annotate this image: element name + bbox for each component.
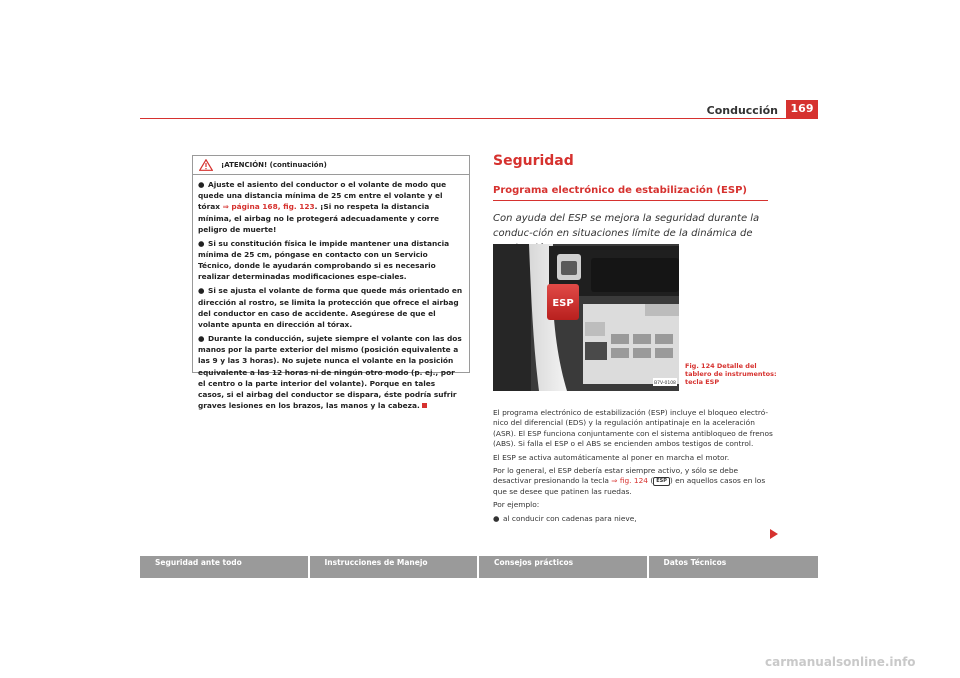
warning-box <box>192 155 470 411</box>
bullet-dot-icon: ● <box>198 286 205 296</box>
page-number: 169 <box>786 100 818 118</box>
figure-caption: Fig. 124 Detalle del tablero de instrumentos: tecla ESP <box>685 362 777 386</box>
warning-body <box>193 175 469 411</box>
figure-code: B7V-0108 <box>654 381 676 386</box>
body-paragraph: El programa electrónico de estabilización (ESP) incluye el bloqueo electró-nico del diferencial (EDS) y la regulación antipatinaje en la aceleración (ASR). El ESP funciona conjuntamente con el sistema antibloqueo de frenos (ABS). Si falla el ESP o el ABS se encienden ambos testigos de control. <box>493 408 773 449</box>
warning-header <box>193 156 469 175</box>
footer-tab-operating-instructions[interactable]: Instrucciones de Manejo <box>310 556 478 578</box>
section-intro: Con ayuda del ESP se mejora la seguridad durante la conduc-ción en situaciones límite de la dinámica de <box>493 213 760 239</box>
dashboard-illustration <box>493 244 679 391</box>
body-paragraph: Por lo general, el ESP debería estar siempre activo, y sólo se debe desactivar presionando la tecla ⇒ fig. 124 ( ESP ) en aquellos casos en los que se desee que patinen las ruedas. <box>493 466 766 496</box>
esp-button-label: ESP <box>552 298 574 309</box>
next-page-arrow-icon[interactable] <box>770 529 778 539</box>
page-header-title: Conducción <box>706 104 778 117</box>
figure-reference-link[interactable]: ⇒ fig. 124 <box>611 476 648 486</box>
footer-tab-safety[interactable]: Seguridad ante todo <box>140 556 308 578</box>
warning-title: ¡ATENCIÓN! (continuación) <box>221 161 327 169</box>
body-paragraph: El ESP se activa automáticamente al poner en marcha el motor. <box>493 452 730 462</box>
body-paragraph: Por ejemplo: <box>493 500 540 510</box>
warning-bullet: ● Si su constitución física le impide mantener una distancia mínima de 25 cm, póngase en contacto con un Servicio Técnico, donde le ayudarán comprobando si es necesario realizar determinadas modificaciones espe-ciales. <box>198 238 450 282</box>
header-rule <box>140 118 818 119</box>
body-bullet: ● al conducir con cadenas para nieve, <box>493 513 637 523</box>
footer-tab-practical-tips[interactable]: Consejos prácticos <box>479 556 647 578</box>
warning-triangle-icon <box>199 159 213 171</box>
footer-nav <box>140 556 818 578</box>
bullet-dot-icon: ● <box>198 180 205 189</box>
bullet-dot-icon: ● <box>198 334 205 344</box>
subsection-title: Programa electrónico de estabilización (ESP) <box>493 185 747 196</box>
footer-tab-technical-data[interactable]: Datos Técnicos <box>649 556 819 578</box>
subsection-rule <box>493 200 768 201</box>
page-reference-link[interactable]: ⇒ página 168, fig. 123 <box>222 202 315 212</box>
bullet-dot-icon: ● <box>198 238 205 248</box>
warning-bullet: ● Ajuste el asiento del conductor o el volante de modo que quede una distancia mínima de 25 cm entre el volante y el tórax ⇒ página 168, fig. 123. ¡Si no respeta la distancia mínima, el airbag no le protegerá adecuadamente y corre peligro de muerte! <box>198 180 447 234</box>
watermark: carmanualsonline.info <box>765 655 916 669</box>
body-text <box>493 408 773 527</box>
section-end-mark <box>422 403 427 408</box>
esp-dashboard-photo <box>493 244 679 391</box>
warning-bullet: ● Si se ajusta el volante de forma que quede más orientado en dirección al rostro, se limita la protección que ofrece el airbag del conductor en caso de accidente. Asegúrese de que el volante apunta en dirección al tórax. <box>198 286 463 330</box>
esp-key-symbol: ESP <box>653 477 670 486</box>
bullet-dot-icon: ● <box>493 513 500 523</box>
warning-bullet: ● Durante la conducción, sujete siempre el volante con las dos manos por la parte exterior del mismo (posición equivalente a las 9 y las 3 horas). No sujete nunca el volante en la posición equivalente a las 12 horas ni de ningún otro modo (p. ej., por el centro o la parte interior del volante). Porque en tales casos, si el airbag del conductor se dispara, éste podría sufrir graves lesiones en los brazos, las manos y la cabeza. <box>198 334 462 411</box>
section-title: Seguridad <box>493 153 574 169</box>
